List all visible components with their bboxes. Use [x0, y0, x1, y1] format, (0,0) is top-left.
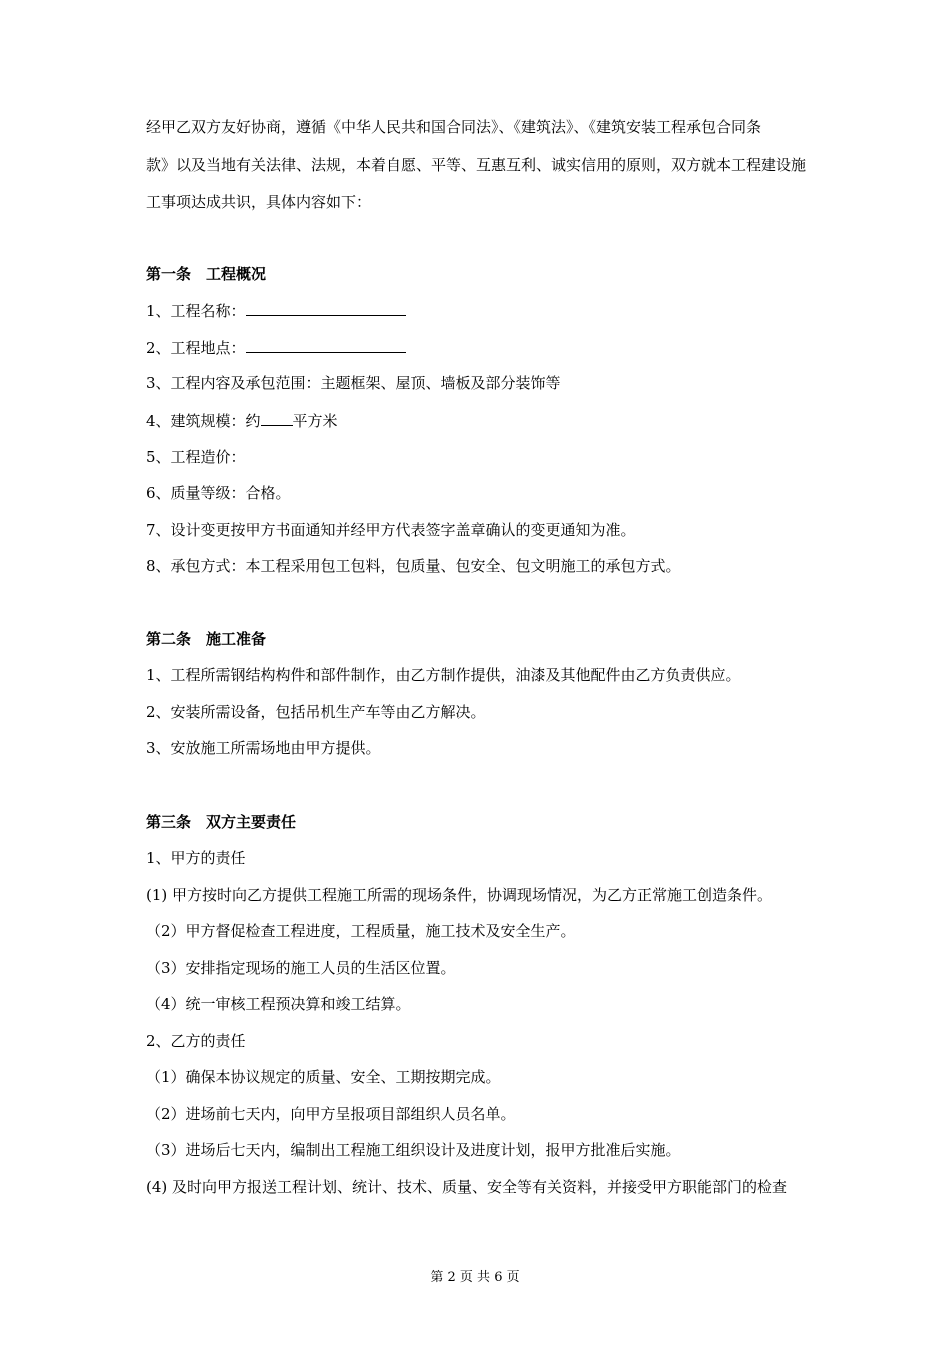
article-1-item-8: 8、承包方式：本工程采用包工包料，包质量、包安全、包文明施工的承包方式。 [146, 557, 681, 575]
building-scale-label: 4、建筑规模：约 [146, 412, 261, 430]
article-2-title: 第二条 施工准备 [146, 630, 267, 648]
article-1-item-4 [146, 410, 338, 431]
project-name-label: 1、工程名称： [146, 302, 246, 320]
party-b-item-1: （1）确保本协议规定的质量、安全、工期按期完成。 [146, 1068, 501, 1086]
article-2-item-3: 3、安放施工所需场地由甲方提供。 [146, 739, 381, 757]
article-3-title: 第三条 双方主要责任 [146, 813, 297, 831]
party-a-item-3: （3）安排指定现场的施工人员的生活区位置。 [146, 959, 456, 977]
page-number-footer: 第 2 页 共 6 页 [430, 1270, 520, 1285]
party-a-item-2: （2）甲方督促检查工程进度，工程质量，施工技术及安全生产。 [146, 922, 576, 940]
article-1-item-2 [146, 337, 406, 358]
party-a-item-1: (1) 甲方按时向乙方提供工程施工所需的现场条件，协调现场情况，为乙方正常施工创造条件。 [146, 886, 773, 904]
article-1-item-7: 7、设计变更按甲方书面通知并经甲方代表签字盖章确认的变更通知为准。 [146, 521, 636, 539]
party-b-responsibility-label: 2、乙方的责任 [146, 1032, 246, 1050]
project-location-blank [246, 337, 406, 353]
article-1-title: 第一条 工程概况 [146, 265, 267, 283]
article-2-item-2: 2、安装所需设备，包括吊机生产车等由乙方解决。 [146, 703, 486, 721]
building-scale-unit: 平方米 [292, 412, 338, 430]
intro-line-2: 款》以及当地有关法律、法规，本着自愿、平等、互惠互利、诚实信用的原则，双方就本工程建设施 [146, 156, 807, 174]
article-1-item-1 [146, 300, 406, 321]
intro-line-3: 工事项达成共识，具体内容如下： [146, 193, 372, 211]
party-a-item-4: （4）统一审核工程预决算和竣工结算。 [146, 995, 411, 1013]
intro-line-1: 经甲乙双方友好协商，遵循《中华人民共和国合同法》、《建筑法》、《建筑安装工程承包合同条 [146, 118, 762, 136]
article-1-item-5: 5、工程造价： [146, 448, 246, 466]
party-b-item-4: (4) 及时向甲方报送工程计划、统计、技术、质量、安全等有关资料，并接受甲方职能部门的检查 [146, 1178, 788, 1196]
party-b-item-3: （3）进场后七天内，编制出工程施工组织设计及进度计划，报甲方批准后实施。 [146, 1141, 681, 1159]
article-1-item-3: 3、工程内容及承包范围：主题框架、屋顶、墙板及部分装饰等 [146, 374, 561, 392]
party-b-item-2: （2）进场前七天内，向甲方呈报项目部组织人员名单。 [146, 1105, 516, 1123]
building-scale-blank [261, 410, 293, 426]
party-a-responsibility-label: 1、甲方的责任 [146, 849, 246, 867]
project-name-blank [246, 300, 406, 316]
project-location-label: 2、工程地点： [146, 339, 246, 357]
article-1-item-6: 6、质量等级：合格。 [146, 484, 291, 502]
article-2-item-1: 1、工程所需钢结构构件和部件制作，由乙方制作提供，油漆及其他配件由乙方负责供应。 [146, 666, 741, 684]
